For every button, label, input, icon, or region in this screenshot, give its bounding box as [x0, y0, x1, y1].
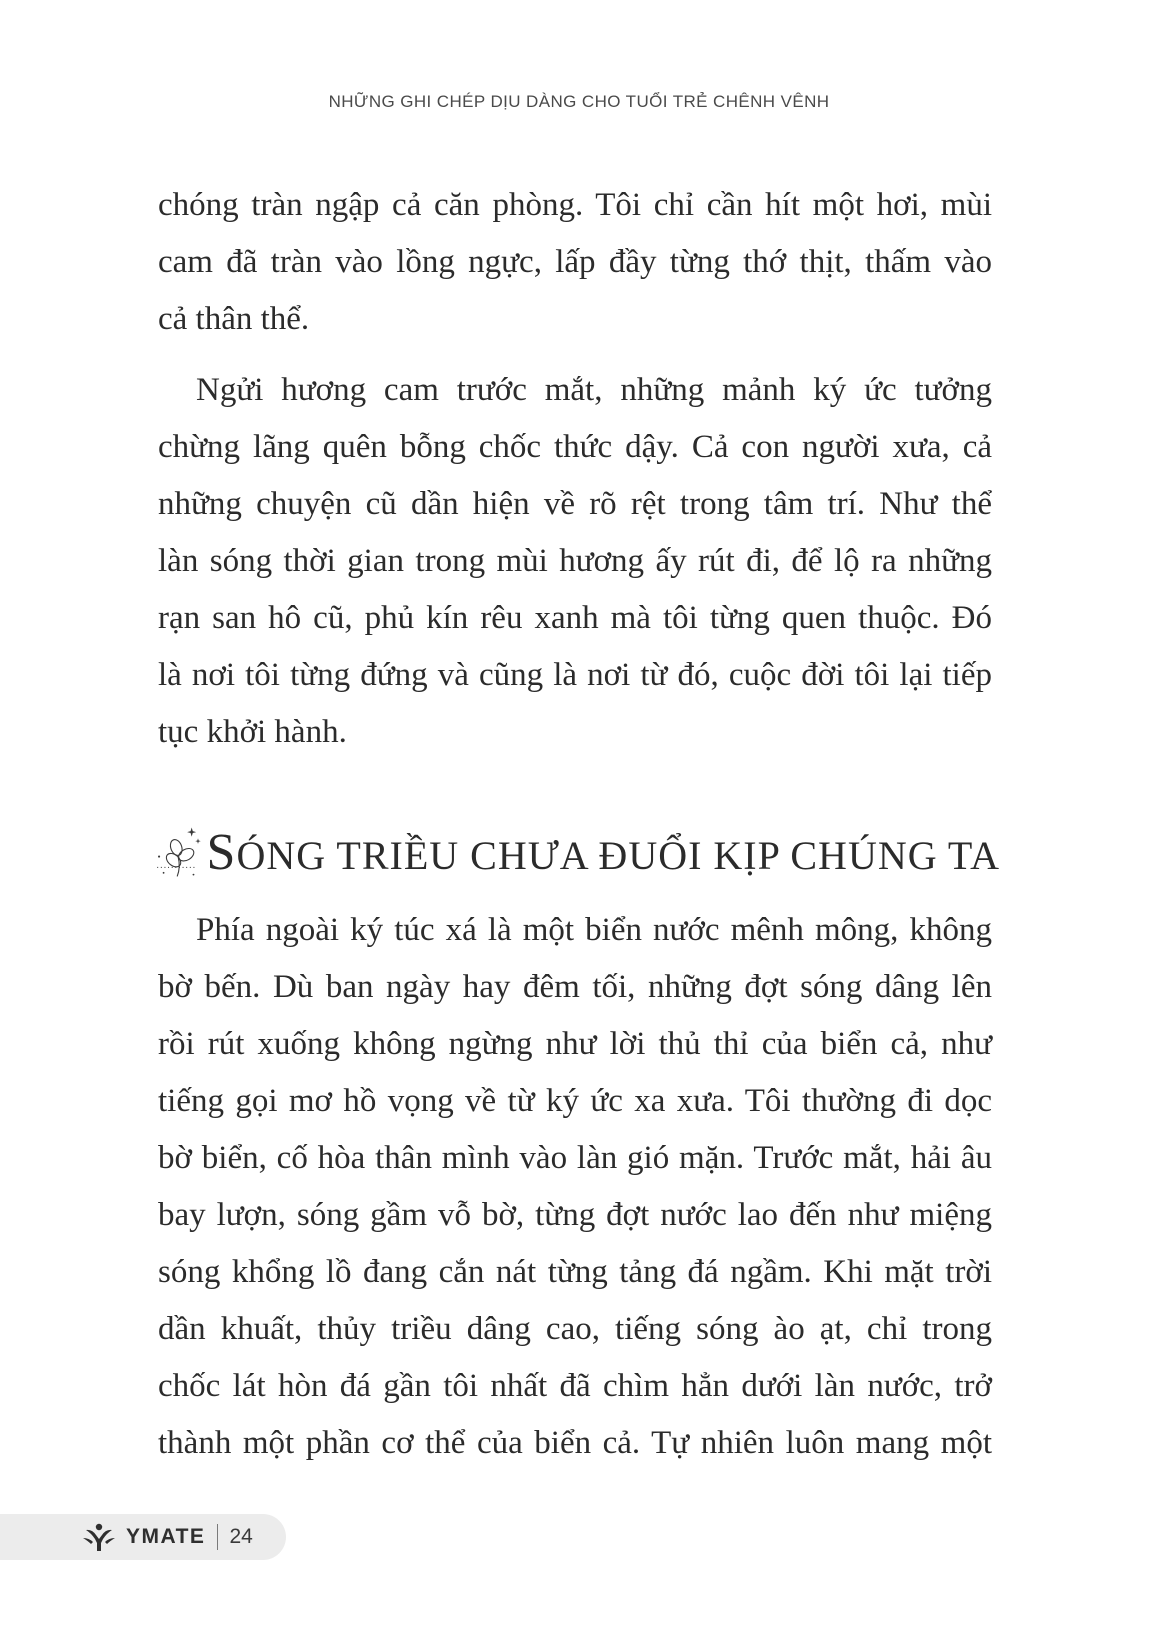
paragraph-line: cả thân thể.: [158, 301, 310, 337]
ymate-logo-icon: [80, 1521, 118, 1553]
footer-brand-bar: [0, 1514, 286, 1560]
section-title: [207, 823, 1000, 882]
clover-sparkle-icon: [150, 817, 203, 887]
page-number: 24: [229, 1525, 253, 1548]
paragraph-line: dần khuất, thủy triều dâng cao, tiếng sóng ào ạt, chỉ trong: [158, 1311, 992, 1347]
paragraph-line: là nơi tôi từng đứng và cũng là nơi từ đó, cuộc đời tôi lại tiếp: [158, 657, 992, 693]
running-header: NHỮNG GHI CHÉP DỊU DÀNG CHO TUỔI TRẺ CHÊNH VÊNH: [328, 92, 830, 111]
paragraph-line: Ngửi hương cam trước mắt, những mảnh ký ức tưởng: [196, 372, 992, 408]
paragraph-1: [158, 177, 992, 348]
paragraph-line: bay lượn, sóng gầm vỗ bờ, từng đợt nước lao đến như miệng: [158, 1197, 992, 1233]
footer-divider: [217, 1524, 218, 1550]
section-title-initial: S: [206, 823, 237, 881]
paragraph-line: tục khởi hành.: [158, 714, 347, 750]
brand-name: YMATE: [126, 1525, 206, 1548]
section-heading: [150, 812, 1000, 892]
paragraph-line: thành một phần cơ thể của biển cả. Tự nhiên luôn mang một: [158, 1425, 992, 1461]
paragraph-line: chốc lát hòn đá gần tôi nhất đã chìm hẳn dưới làn nước, trở: [158, 1368, 992, 1404]
section-title-rest: ÓNG TRIỀU CHƯA ĐUỔI KỊP CHÚNG TA: [236, 832, 1000, 878]
paragraph-line: chừng lãng quên bỗng chốc thức dậy. Cả con người xưa, cả: [158, 429, 992, 465]
paragraph-line: Phía ngoài ký túc xá là một biển nước mênh mông, không: [196, 912, 992, 948]
paragraph-line: sóng khổng lồ đang cắn nát từng tảng đá ngầm. Khi mặt trời: [158, 1254, 992, 1290]
paragraph-line: cam đã tràn vào lồng ngực, lấp đầy từng thớ thịt, thấm vào: [158, 244, 992, 280]
paragraph-line: rồi rút xuống không ngừng như lời thủ thỉ của biển cả, như: [158, 1026, 992, 1062]
paragraph-2: [158, 362, 992, 761]
paragraph-line: bờ bến. Dù ban ngày hay đêm tối, những đợt sóng dâng lên: [158, 969, 992, 1005]
paragraph-line: làn sóng thời gian trong mùi hương ấy rút đi, để lộ ra những: [158, 543, 992, 579]
paragraph-line: tiếng gọi mơ hồ vọng về từ ký ức xa xưa. Tôi thường đi dọc: [158, 1083, 992, 1119]
paragraph-line: bờ biển, cố hòa thân mình vào làn gió mặn. Trước mắt, hải âu: [158, 1140, 992, 1176]
paragraph-line: rạn san hô cũ, phủ kín rêu xanh mà tôi từng quen thuộc. Đó: [158, 600, 992, 636]
paragraph-line: chóng tràn ngập cả căn phòng. Tôi chỉ cần hít một hơi, mùi: [158, 187, 992, 223]
paragraph-line: những chuyện cũ dần hiện về rõ rệt trong tâm trí. Như thể: [158, 486, 992, 522]
paragraph-3: [158, 902, 992, 1472]
